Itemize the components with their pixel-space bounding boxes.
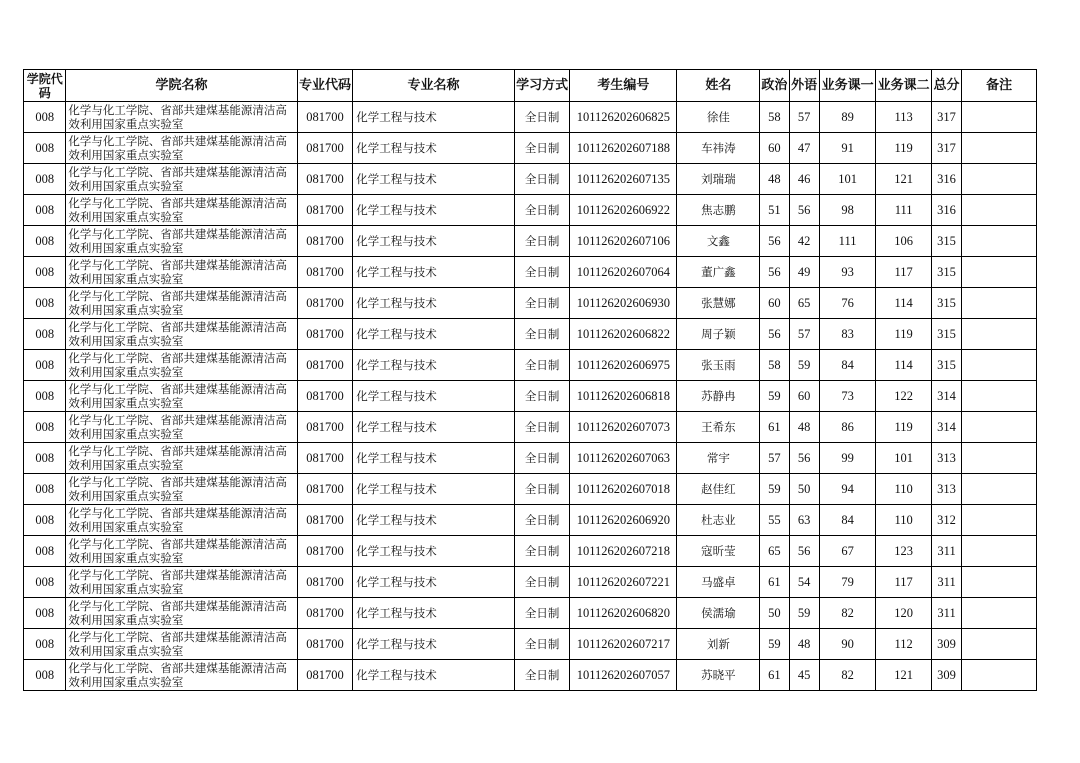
student-name-cell: 杜志业 xyxy=(677,505,760,536)
college-name-cell: 化学与化工学院、省部共建煤基能源清洁高效利用国家重点实验室 xyxy=(66,319,297,350)
major-code-cell: 081700 xyxy=(297,133,353,164)
total-score-cell: 314 xyxy=(931,381,961,412)
remarks-cell xyxy=(962,598,1037,629)
foreign-language-score-cell: 45 xyxy=(789,660,819,691)
header-course-1: 业务课一 xyxy=(819,70,876,102)
major-code-cell: 081700 xyxy=(297,164,353,195)
politics-score-cell: 56 xyxy=(760,319,789,350)
major-name-cell: 化学工程与技术 xyxy=(353,536,515,567)
student-name-cell: 苏静冉 xyxy=(677,381,760,412)
exam-id-cell: 101126202606822 xyxy=(570,319,677,350)
header-study-mode: 学习方式 xyxy=(514,70,570,102)
course-1-score-cell: 93 xyxy=(819,257,876,288)
course-2-score-cell: 101 xyxy=(876,443,932,474)
total-score-cell: 315 xyxy=(931,319,961,350)
study-mode-cell: 全日制 xyxy=(514,505,570,536)
total-score-cell: 315 xyxy=(931,288,961,319)
politics-score-cell: 58 xyxy=(760,102,789,133)
study-mode-cell: 全日制 xyxy=(514,567,570,598)
politics-score-cell: 61 xyxy=(760,567,789,598)
politics-score-cell: 55 xyxy=(760,505,789,536)
major-name-cell: 化学工程与技术 xyxy=(353,412,515,443)
college-code-cell: 008 xyxy=(24,257,66,288)
score-table-sheet xyxy=(23,69,1037,691)
course-2-score-cell: 121 xyxy=(876,164,932,195)
header-course-2: 业务课二 xyxy=(876,70,932,102)
course-2-score-cell: 119 xyxy=(876,319,932,350)
remarks-cell xyxy=(962,505,1037,536)
politics-score-cell: 59 xyxy=(760,381,789,412)
college-code-cell: 008 xyxy=(24,164,66,195)
college-code-cell: 008 xyxy=(24,536,66,567)
remarks-cell xyxy=(962,536,1037,567)
remarks-cell xyxy=(962,474,1037,505)
header-major-name: 专业名称 xyxy=(353,70,515,102)
course-2-score-cell: 117 xyxy=(876,567,932,598)
politics-score-cell: 61 xyxy=(760,660,789,691)
college-name-cell: 化学与化工学院、省部共建煤基能源清洁高效利用国家重点实验室 xyxy=(66,629,297,660)
table-row xyxy=(24,133,1037,164)
major-name-cell: 化学工程与技术 xyxy=(353,474,515,505)
total-score-cell: 313 xyxy=(931,474,961,505)
major-name-cell: 化学工程与技术 xyxy=(353,350,515,381)
foreign-language-score-cell: 48 xyxy=(789,412,819,443)
course-1-score-cell: 76 xyxy=(819,288,876,319)
college-name-cell: 化学与化工学院、省部共建煤基能源清洁高效利用国家重点实验室 xyxy=(66,567,297,598)
college-name-cell: 化学与化工学院、省部共建煤基能源清洁高效利用国家重点实验室 xyxy=(66,381,297,412)
remarks-cell xyxy=(962,257,1037,288)
college-name-cell: 化学与化工学院、省部共建煤基能源清洁高效利用国家重点实验室 xyxy=(66,505,297,536)
total-score-cell: 316 xyxy=(931,195,961,226)
exam-id-cell: 101126202607106 xyxy=(570,226,677,257)
total-score-cell: 314 xyxy=(931,412,961,443)
college-name-cell: 化学与化工学院、省部共建煤基能源清洁高效利用国家重点实验室 xyxy=(66,195,297,226)
major-code-cell: 081700 xyxy=(297,288,353,319)
college-name-cell: 化学与化工学院、省部共建煤基能源清洁高效利用国家重点实验室 xyxy=(66,288,297,319)
course-2-score-cell: 106 xyxy=(876,226,932,257)
table-row xyxy=(24,505,1037,536)
college-code-cell: 008 xyxy=(24,443,66,474)
course-1-score-cell: 99 xyxy=(819,443,876,474)
college-code-cell: 008 xyxy=(24,102,66,133)
table-row xyxy=(24,257,1037,288)
total-score-cell: 315 xyxy=(931,257,961,288)
foreign-language-score-cell: 57 xyxy=(789,319,819,350)
total-score-cell: 312 xyxy=(931,505,961,536)
course-1-score-cell: 111 xyxy=(819,226,876,257)
major-code-cell: 081700 xyxy=(297,505,353,536)
major-code-cell: 081700 xyxy=(297,257,353,288)
remarks-cell xyxy=(962,567,1037,598)
college-code-cell: 008 xyxy=(24,505,66,536)
foreign-language-score-cell: 50 xyxy=(789,474,819,505)
foreign-language-score-cell: 46 xyxy=(789,164,819,195)
study-mode-cell: 全日制 xyxy=(514,133,570,164)
college-name-cell: 化学与化工学院、省部共建煤基能源清洁高效利用国家重点实验室 xyxy=(66,257,297,288)
student-name-cell: 周子颖 xyxy=(677,319,760,350)
course-1-score-cell: 83 xyxy=(819,319,876,350)
remarks-cell xyxy=(962,133,1037,164)
total-score-cell: 313 xyxy=(931,443,961,474)
remarks-cell xyxy=(962,164,1037,195)
table-row xyxy=(24,443,1037,474)
exam-id-cell: 101126202607188 xyxy=(570,133,677,164)
table-row xyxy=(24,536,1037,567)
student-name-cell: 车祎涛 xyxy=(677,133,760,164)
major-name-cell: 化学工程与技术 xyxy=(353,505,515,536)
header-major-code: 专业代码 xyxy=(297,70,353,102)
course-1-score-cell: 89 xyxy=(819,102,876,133)
major-code-cell: 081700 xyxy=(297,381,353,412)
college-name-cell: 化学与化工学院、省部共建煤基能源清洁高效利用国家重点实验室 xyxy=(66,474,297,505)
major-code-cell: 081700 xyxy=(297,226,353,257)
course-1-score-cell: 79 xyxy=(819,567,876,598)
foreign-language-score-cell: 47 xyxy=(789,133,819,164)
student-name-cell: 侯濡瑜 xyxy=(677,598,760,629)
politics-score-cell: 58 xyxy=(760,350,789,381)
course-1-score-cell: 84 xyxy=(819,350,876,381)
total-score-cell: 309 xyxy=(931,660,961,691)
major-code-cell: 081700 xyxy=(297,319,353,350)
table-row xyxy=(24,381,1037,412)
major-code-cell: 081700 xyxy=(297,536,353,567)
major-name-cell: 化学工程与技术 xyxy=(353,629,515,660)
course-1-score-cell: 94 xyxy=(819,474,876,505)
major-name-cell: 化学工程与技术 xyxy=(353,660,515,691)
foreign-language-score-cell: 59 xyxy=(789,350,819,381)
remarks-cell xyxy=(962,288,1037,319)
foreign-language-score-cell: 56 xyxy=(789,443,819,474)
course-2-score-cell: 120 xyxy=(876,598,932,629)
major-name-cell: 化学工程与技术 xyxy=(353,133,515,164)
college-code-cell: 008 xyxy=(24,350,66,381)
college-code-cell: 008 xyxy=(24,195,66,226)
table-row xyxy=(24,102,1037,133)
exam-id-cell: 101126202606820 xyxy=(570,598,677,629)
total-score-cell: 317 xyxy=(931,102,961,133)
exam-id-cell: 101126202606922 xyxy=(570,195,677,226)
foreign-language-score-cell: 42 xyxy=(789,226,819,257)
study-mode-cell: 全日制 xyxy=(514,319,570,350)
exam-id-cell: 101126202607217 xyxy=(570,629,677,660)
exam-id-cell: 101126202607064 xyxy=(570,257,677,288)
table-row xyxy=(24,567,1037,598)
remarks-cell xyxy=(962,412,1037,443)
table-row xyxy=(24,288,1037,319)
exam-id-cell: 101126202607018 xyxy=(570,474,677,505)
study-mode-cell: 全日制 xyxy=(514,412,570,443)
exam-id-cell: 101126202607221 xyxy=(570,567,677,598)
college-name-cell: 化学与化工学院、省部共建煤基能源清洁高效利用国家重点实验室 xyxy=(66,536,297,567)
header-remarks: 备注 xyxy=(962,70,1037,102)
table-row xyxy=(24,226,1037,257)
total-score-cell: 311 xyxy=(931,567,961,598)
college-name-cell: 化学与化工学院、省部共建煤基能源清洁高效利用国家重点实验室 xyxy=(66,133,297,164)
header-exam-id: 考生编号 xyxy=(570,70,677,102)
table-row xyxy=(24,350,1037,381)
study-mode-cell: 全日制 xyxy=(514,102,570,133)
foreign-language-score-cell: 65 xyxy=(789,288,819,319)
course-2-score-cell: 113 xyxy=(876,102,932,133)
politics-score-cell: 59 xyxy=(760,474,789,505)
study-mode-cell: 全日制 xyxy=(514,257,570,288)
foreign-language-score-cell: 54 xyxy=(789,567,819,598)
foreign-language-score-cell: 59 xyxy=(789,598,819,629)
study-mode-cell: 全日制 xyxy=(514,443,570,474)
student-name-cell: 马盛卓 xyxy=(677,567,760,598)
student-name-cell: 文鑫 xyxy=(677,226,760,257)
study-mode-cell: 全日制 xyxy=(514,474,570,505)
major-name-cell: 化学工程与技术 xyxy=(353,598,515,629)
student-name-cell: 刘瑞瑞 xyxy=(677,164,760,195)
course-1-score-cell: 82 xyxy=(819,660,876,691)
header-college-name: 学院名称 xyxy=(66,70,297,102)
exam-id-cell: 101126202606825 xyxy=(570,102,677,133)
course-2-score-cell: 114 xyxy=(876,350,932,381)
header-total: 总分 xyxy=(931,70,961,102)
major-name-cell: 化学工程与技术 xyxy=(353,195,515,226)
exam-id-cell: 101126202607218 xyxy=(570,536,677,567)
major-code-cell: 081700 xyxy=(297,660,353,691)
foreign-language-score-cell: 56 xyxy=(789,195,819,226)
course-2-score-cell: 111 xyxy=(876,195,932,226)
exam-id-cell: 101126202606975 xyxy=(570,350,677,381)
major-code-cell: 081700 xyxy=(297,195,353,226)
exam-id-cell: 101126202607063 xyxy=(570,443,677,474)
total-score-cell: 316 xyxy=(931,164,961,195)
politics-score-cell: 59 xyxy=(760,629,789,660)
course-1-score-cell: 82 xyxy=(819,598,876,629)
student-name-cell: 赵佳红 xyxy=(677,474,760,505)
study-mode-cell: 全日制 xyxy=(514,381,570,412)
politics-score-cell: 60 xyxy=(760,288,789,319)
college-code-cell: 008 xyxy=(24,598,66,629)
study-mode-cell: 全日制 xyxy=(514,350,570,381)
table-row xyxy=(24,195,1037,226)
student-name-cell: 苏晓平 xyxy=(677,660,760,691)
header-politics: 政治 xyxy=(760,70,789,102)
major-name-cell: 化学工程与技术 xyxy=(353,567,515,598)
table-row xyxy=(24,660,1037,691)
foreign-language-score-cell: 60 xyxy=(789,381,819,412)
course-2-score-cell: 110 xyxy=(876,474,932,505)
course-1-score-cell: 91 xyxy=(819,133,876,164)
college-name-cell: 化学与化工学院、省部共建煤基能源清洁高效利用国家重点实验室 xyxy=(66,598,297,629)
college-code-cell: 008 xyxy=(24,133,66,164)
remarks-cell xyxy=(962,629,1037,660)
college-name-cell: 化学与化工学院、省部共建煤基能源清洁高效利用国家重点实验室 xyxy=(66,164,297,195)
total-score-cell: 315 xyxy=(931,350,961,381)
study-mode-cell: 全日制 xyxy=(514,536,570,567)
course-1-score-cell: 90 xyxy=(819,629,876,660)
table-row xyxy=(24,319,1037,350)
major-name-cell: 化学工程与技术 xyxy=(353,257,515,288)
college-name-cell: 化学与化工学院、省部共建煤基能源清洁高效利用国家重点实验室 xyxy=(66,660,297,691)
course-1-score-cell: 86 xyxy=(819,412,876,443)
major-name-cell: 化学工程与技术 xyxy=(353,102,515,133)
college-code-cell: 008 xyxy=(24,226,66,257)
table-body xyxy=(24,102,1037,691)
major-code-cell: 081700 xyxy=(297,567,353,598)
student-name-cell: 常宇 xyxy=(677,443,760,474)
remarks-cell xyxy=(962,443,1037,474)
politics-score-cell: 56 xyxy=(760,226,789,257)
header-name: 姓名 xyxy=(677,70,760,102)
student-name-cell: 张慧娜 xyxy=(677,288,760,319)
course-1-score-cell: 84 xyxy=(819,505,876,536)
remarks-cell xyxy=(962,319,1037,350)
course-2-score-cell: 119 xyxy=(876,133,932,164)
foreign-language-score-cell: 57 xyxy=(789,102,819,133)
major-name-cell: 化学工程与技术 xyxy=(353,443,515,474)
study-mode-cell: 全日制 xyxy=(514,598,570,629)
remarks-cell xyxy=(962,195,1037,226)
course-2-score-cell: 117 xyxy=(876,257,932,288)
total-score-cell: 309 xyxy=(931,629,961,660)
student-name-cell: 董广鑫 xyxy=(677,257,760,288)
table-row xyxy=(24,164,1037,195)
course-1-score-cell: 67 xyxy=(819,536,876,567)
table-row xyxy=(24,474,1037,505)
college-code-cell: 008 xyxy=(24,474,66,505)
header-row xyxy=(24,70,1037,102)
score-table xyxy=(23,69,1037,691)
course-2-score-cell: 110 xyxy=(876,505,932,536)
study-mode-cell: 全日制 xyxy=(514,629,570,660)
exam-id-cell: 101126202607057 xyxy=(570,660,677,691)
study-mode-cell: 全日制 xyxy=(514,660,570,691)
college-name-cell: 化学与化工学院、省部共建煤基能源清洁高效利用国家重点实验室 xyxy=(66,226,297,257)
college-code-cell: 008 xyxy=(24,288,66,319)
remarks-cell xyxy=(962,660,1037,691)
total-score-cell: 311 xyxy=(931,536,961,567)
college-code-cell: 008 xyxy=(24,567,66,598)
college-name-cell: 化学与化工学院、省部共建煤基能源清洁高效利用国家重点实验室 xyxy=(66,102,297,133)
politics-score-cell: 48 xyxy=(760,164,789,195)
politics-score-cell: 51 xyxy=(760,195,789,226)
major-name-cell: 化学工程与技术 xyxy=(353,288,515,319)
header-college-code: 学院代码 xyxy=(24,70,66,102)
course-1-score-cell: 101 xyxy=(819,164,876,195)
course-2-score-cell: 123 xyxy=(876,536,932,567)
study-mode-cell: 全日制 xyxy=(514,288,570,319)
politics-score-cell: 50 xyxy=(760,598,789,629)
major-code-cell: 081700 xyxy=(297,443,353,474)
header-foreign-language: 外语 xyxy=(789,70,819,102)
politics-score-cell: 57 xyxy=(760,443,789,474)
college-name-cell: 化学与化工学院、省部共建煤基能源清洁高效利用国家重点实验室 xyxy=(66,443,297,474)
exam-id-cell: 101126202606920 xyxy=(570,505,677,536)
student-name-cell: 张玉雨 xyxy=(677,350,760,381)
table-row xyxy=(24,629,1037,660)
major-code-cell: 081700 xyxy=(297,350,353,381)
politics-score-cell: 56 xyxy=(760,257,789,288)
major-code-cell: 081700 xyxy=(297,474,353,505)
course-1-score-cell: 73 xyxy=(819,381,876,412)
foreign-language-score-cell: 48 xyxy=(789,629,819,660)
remarks-cell xyxy=(962,226,1037,257)
major-code-cell: 081700 xyxy=(297,412,353,443)
foreign-language-score-cell: 63 xyxy=(789,505,819,536)
study-mode-cell: 全日制 xyxy=(514,226,570,257)
foreign-language-score-cell: 56 xyxy=(789,536,819,567)
study-mode-cell: 全日制 xyxy=(514,195,570,226)
major-code-cell: 081700 xyxy=(297,598,353,629)
course-2-score-cell: 121 xyxy=(876,660,932,691)
college-name-cell: 化学与化工学院、省部共建煤基能源清洁高效利用国家重点实验室 xyxy=(66,412,297,443)
exam-id-cell: 101126202607135 xyxy=(570,164,677,195)
major-name-cell: 化学工程与技术 xyxy=(353,319,515,350)
course-2-score-cell: 112 xyxy=(876,629,932,660)
exam-id-cell: 101126202607073 xyxy=(570,412,677,443)
foreign-language-score-cell: 49 xyxy=(789,257,819,288)
remarks-cell xyxy=(962,381,1037,412)
politics-score-cell: 60 xyxy=(760,133,789,164)
course-2-score-cell: 122 xyxy=(876,381,932,412)
total-score-cell: 315 xyxy=(931,226,961,257)
politics-score-cell: 61 xyxy=(760,412,789,443)
student-name-cell: 寇昕莹 xyxy=(677,536,760,567)
major-name-cell: 化学工程与技术 xyxy=(353,226,515,257)
table-row xyxy=(24,412,1037,443)
politics-score-cell: 65 xyxy=(760,536,789,567)
total-score-cell: 311 xyxy=(931,598,961,629)
exam-id-cell: 101126202606818 xyxy=(570,381,677,412)
college-code-cell: 008 xyxy=(24,319,66,350)
college-code-cell: 008 xyxy=(24,629,66,660)
college-code-cell: 008 xyxy=(24,660,66,691)
course-2-score-cell: 119 xyxy=(876,412,932,443)
student-name-cell: 王希东 xyxy=(677,412,760,443)
major-code-cell: 081700 xyxy=(297,102,353,133)
remarks-cell xyxy=(962,102,1037,133)
major-name-cell: 化学工程与技术 xyxy=(353,164,515,195)
student-name-cell: 刘新 xyxy=(677,629,760,660)
study-mode-cell: 全日制 xyxy=(514,164,570,195)
major-code-cell: 081700 xyxy=(297,629,353,660)
exam-id-cell: 101126202606930 xyxy=(570,288,677,319)
college-code-cell: 008 xyxy=(24,412,66,443)
remarks-cell xyxy=(962,350,1037,381)
table-row xyxy=(24,598,1037,629)
major-name-cell: 化学工程与技术 xyxy=(353,381,515,412)
course-2-score-cell: 114 xyxy=(876,288,932,319)
total-score-cell: 317 xyxy=(931,133,961,164)
college-code-cell: 008 xyxy=(24,381,66,412)
college-name-cell: 化学与化工学院、省部共建煤基能源清洁高效利用国家重点实验室 xyxy=(66,350,297,381)
student-name-cell: 焦志鹏 xyxy=(677,195,760,226)
course-1-score-cell: 98 xyxy=(819,195,876,226)
student-name-cell: 徐佳 xyxy=(677,102,760,133)
